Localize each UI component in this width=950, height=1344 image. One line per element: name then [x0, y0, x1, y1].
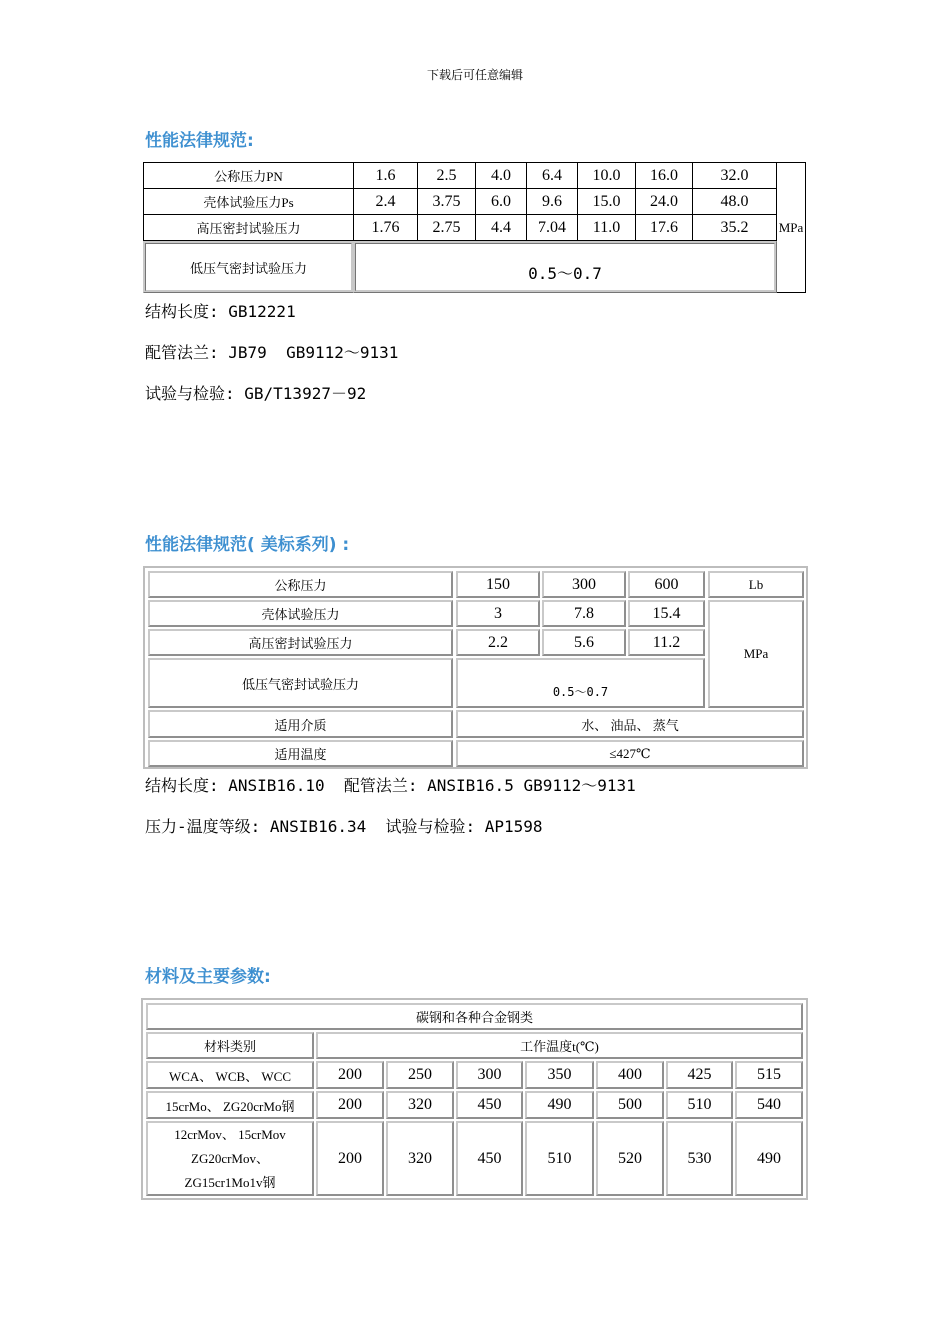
table-cell: 200 — [316, 1121, 384, 1196]
table-cell: 32.0 — [692, 162, 777, 189]
table-cell: ≤427℃ — [456, 740, 804, 767]
table-cell-label: 适用温度 — [148, 740, 453, 767]
unit-cell-mpa: MPa — [708, 600, 804, 708]
table-cell: 7.8 — [542, 600, 626, 627]
table-cell: 0.5～0.7 — [353, 241, 777, 293]
table-cell: 515 — [735, 1061, 803, 1089]
table-cell: 4.4 — [475, 214, 527, 241]
table-cell: 1.76 — [353, 214, 418, 241]
table-cell: 15.4 — [628, 600, 705, 627]
table-cell: 490 — [735, 1121, 803, 1196]
structure-flange-line: 结构长度: ANSIB16.10 配管法兰: ANSIB16.5 GB9112～9131 — [145, 776, 636, 795]
table-cell: 2.4 — [353, 188, 418, 215]
table-cell-label: 低压气密封试验压力 — [143, 241, 354, 293]
us-standard-table — [143, 566, 808, 769]
table-cell-label: 适用介质 — [148, 710, 453, 738]
table-cell: 510 — [525, 1121, 594, 1196]
table-cell: 2.2 — [456, 629, 540, 656]
table-cell: 400 — [596, 1061, 664, 1089]
section-heading-performance: 性能法律规范: — [145, 131, 254, 151]
table-cell: 500 — [596, 1091, 664, 1119]
table-cell: 3.75 — [417, 188, 476, 215]
table-cell-label: 公称压力 — [148, 571, 453, 598]
table-cell: 600 — [628, 571, 705, 598]
table-cell: 450 — [456, 1121, 523, 1196]
table-cell: 7.04 — [526, 214, 578, 241]
table-cell: 10.0 — [577, 162, 636, 189]
unit-cell-lb: Lb — [708, 571, 804, 598]
table-cell: 2.75 — [417, 214, 476, 241]
table-cell: 16.0 — [635, 162, 693, 189]
table-cell: 350 — [525, 1061, 594, 1089]
table-cell: 35.2 — [692, 214, 777, 241]
table-cell-label: 壳体试验压力 — [148, 600, 453, 627]
unit-cell-mpa: MPa — [776, 162, 806, 293]
table-cell: 3 — [456, 600, 540, 627]
table-cell: 48.0 — [692, 188, 777, 215]
table-cell-label: 低压气密封试验压力 — [148, 658, 453, 708]
table-cell: 24.0 — [635, 188, 693, 215]
table-cell: 425 — [666, 1061, 733, 1089]
table-cell: 5.6 — [542, 629, 626, 656]
table-cell-label: 高压密封试验压力 — [148, 629, 453, 656]
table-cell-label: 壳体试验压力Ps — [143, 188, 354, 215]
table-cell: 11.0 — [577, 214, 636, 241]
material-cell — [146, 1121, 314, 1196]
table-title: 碳钢和各种合金钢类 — [146, 1003, 803, 1030]
page-header: 下载后可任意编辑 — [426, 68, 523, 82]
table-cell: 0.5～0.7 — [456, 658, 705, 708]
material-line: 12crMov、 15crMov — [174, 1126, 286, 1142]
table-cell: 15.0 — [577, 188, 636, 215]
inspection-line: 试验与检验: GB/T13927－92 — [145, 384, 367, 403]
table-cell: 水、 油品、 蒸气 — [456, 710, 804, 738]
table-cell: 510 — [666, 1091, 733, 1119]
table-cell-label: 高压密封试验压力 — [143, 214, 354, 241]
table-cell: 6.0 — [475, 188, 527, 215]
table-cell: 540 — [735, 1091, 803, 1119]
material-cell: WCA、 WCB、 WCC — [146, 1061, 314, 1089]
material-line: ZG15cr1Mo1v钢 — [184, 1174, 276, 1190]
table-cell: 200 — [316, 1091, 384, 1119]
section-heading-materials: 材料及主要参数: — [145, 967, 271, 987]
performance-table — [143, 162, 806, 293]
flange-line: 配管法兰: JB79 GB9112～9131 — [145, 343, 399, 362]
column-header-temperature: 工作温度t(℃) — [316, 1032, 803, 1059]
table-cell: 150 — [456, 571, 540, 598]
column-header-material: 材料类别 — [146, 1032, 314, 1059]
table-cell: 320 — [386, 1121, 454, 1196]
table-cell: 520 — [596, 1121, 664, 1196]
table-cell: 300 — [456, 1061, 523, 1089]
table-cell: 2.5 — [417, 162, 476, 189]
table-cell: 250 — [386, 1061, 454, 1089]
table-cell: 490 — [525, 1091, 594, 1119]
pressure-temperature-line: 压力-温度等级: ANSIB16.34 试验与检验: AP1598 — [145, 817, 543, 836]
section-heading-us-standard: 性能法律规范( 美标系列) : — [145, 535, 350, 555]
table-cell: 6.4 — [526, 162, 578, 189]
table-cell: 17.6 — [635, 214, 693, 241]
table-cell: 1.6 — [353, 162, 418, 189]
table-cell: 530 — [666, 1121, 733, 1196]
material-line: ZG20crMov、 — [191, 1150, 269, 1166]
materials-table — [141, 998, 808, 1200]
structure-length-line: 结构长度: GB12221 — [145, 302, 296, 321]
table-cell: 200 — [316, 1061, 384, 1089]
table-cell: 9.6 — [526, 188, 578, 215]
table-cell: 11.2 — [628, 629, 705, 656]
material-cell: 15crMo、 ZG20crMo钢 — [146, 1091, 314, 1119]
table-cell: 320 — [386, 1091, 454, 1119]
table-cell-label: 公称压力PN — [143, 162, 354, 189]
table-cell: 450 — [456, 1091, 523, 1119]
table-cell: 4.0 — [475, 162, 527, 189]
table-cell: 300 — [542, 571, 626, 598]
